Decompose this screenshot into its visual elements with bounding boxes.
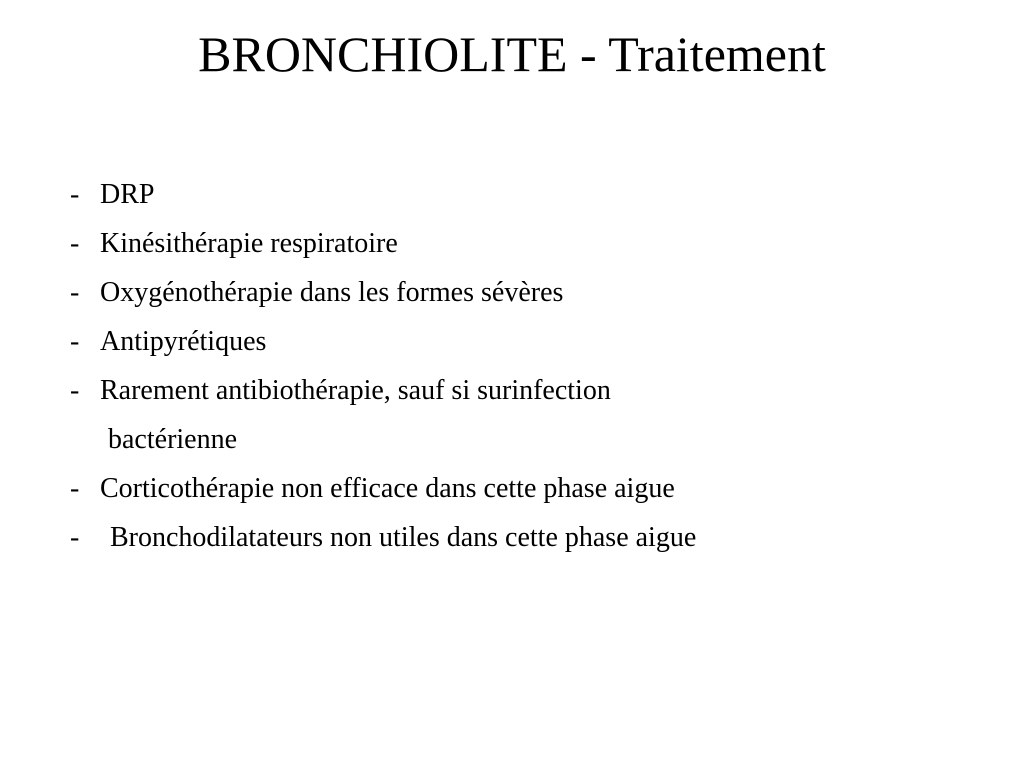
bullet-list xyxy=(70,170,990,562)
bullet-text: Oxygénothérapie dans les formes sévères xyxy=(100,277,564,308)
slide-title: BRONCHIOLITE - Traitement xyxy=(198,26,826,82)
bullet-text: Bronchodilatateurs non utiles dans cette phase aigue xyxy=(110,522,697,553)
list-item xyxy=(70,170,990,219)
bullet-text: Rarement antibiothérapie, sauf si surinfection xyxy=(100,375,611,406)
bullet-marker: - xyxy=(70,522,80,553)
bullet-marker: - xyxy=(70,277,80,308)
bullet-text: DRP xyxy=(100,179,155,210)
list-item xyxy=(70,464,990,513)
list-item xyxy=(70,268,990,317)
bullet-marker: - xyxy=(70,375,80,406)
list-item xyxy=(70,513,990,562)
bullet-marker: - xyxy=(70,473,80,504)
bullet-text: Kinésithérapie respiratoire xyxy=(100,228,398,259)
list-item xyxy=(70,366,990,415)
list-item xyxy=(70,219,990,268)
bullet-marker: - xyxy=(70,326,80,357)
bullet-text: Corticothérapie non efficace dans cette phase aigue xyxy=(100,473,675,504)
bullet-continuation: bactérienne xyxy=(108,424,238,455)
bullet-marker: - xyxy=(70,228,80,259)
list-item xyxy=(70,317,990,366)
bullet-text: Antipyrétiques xyxy=(100,326,267,357)
bullet-marker: - xyxy=(70,179,80,210)
